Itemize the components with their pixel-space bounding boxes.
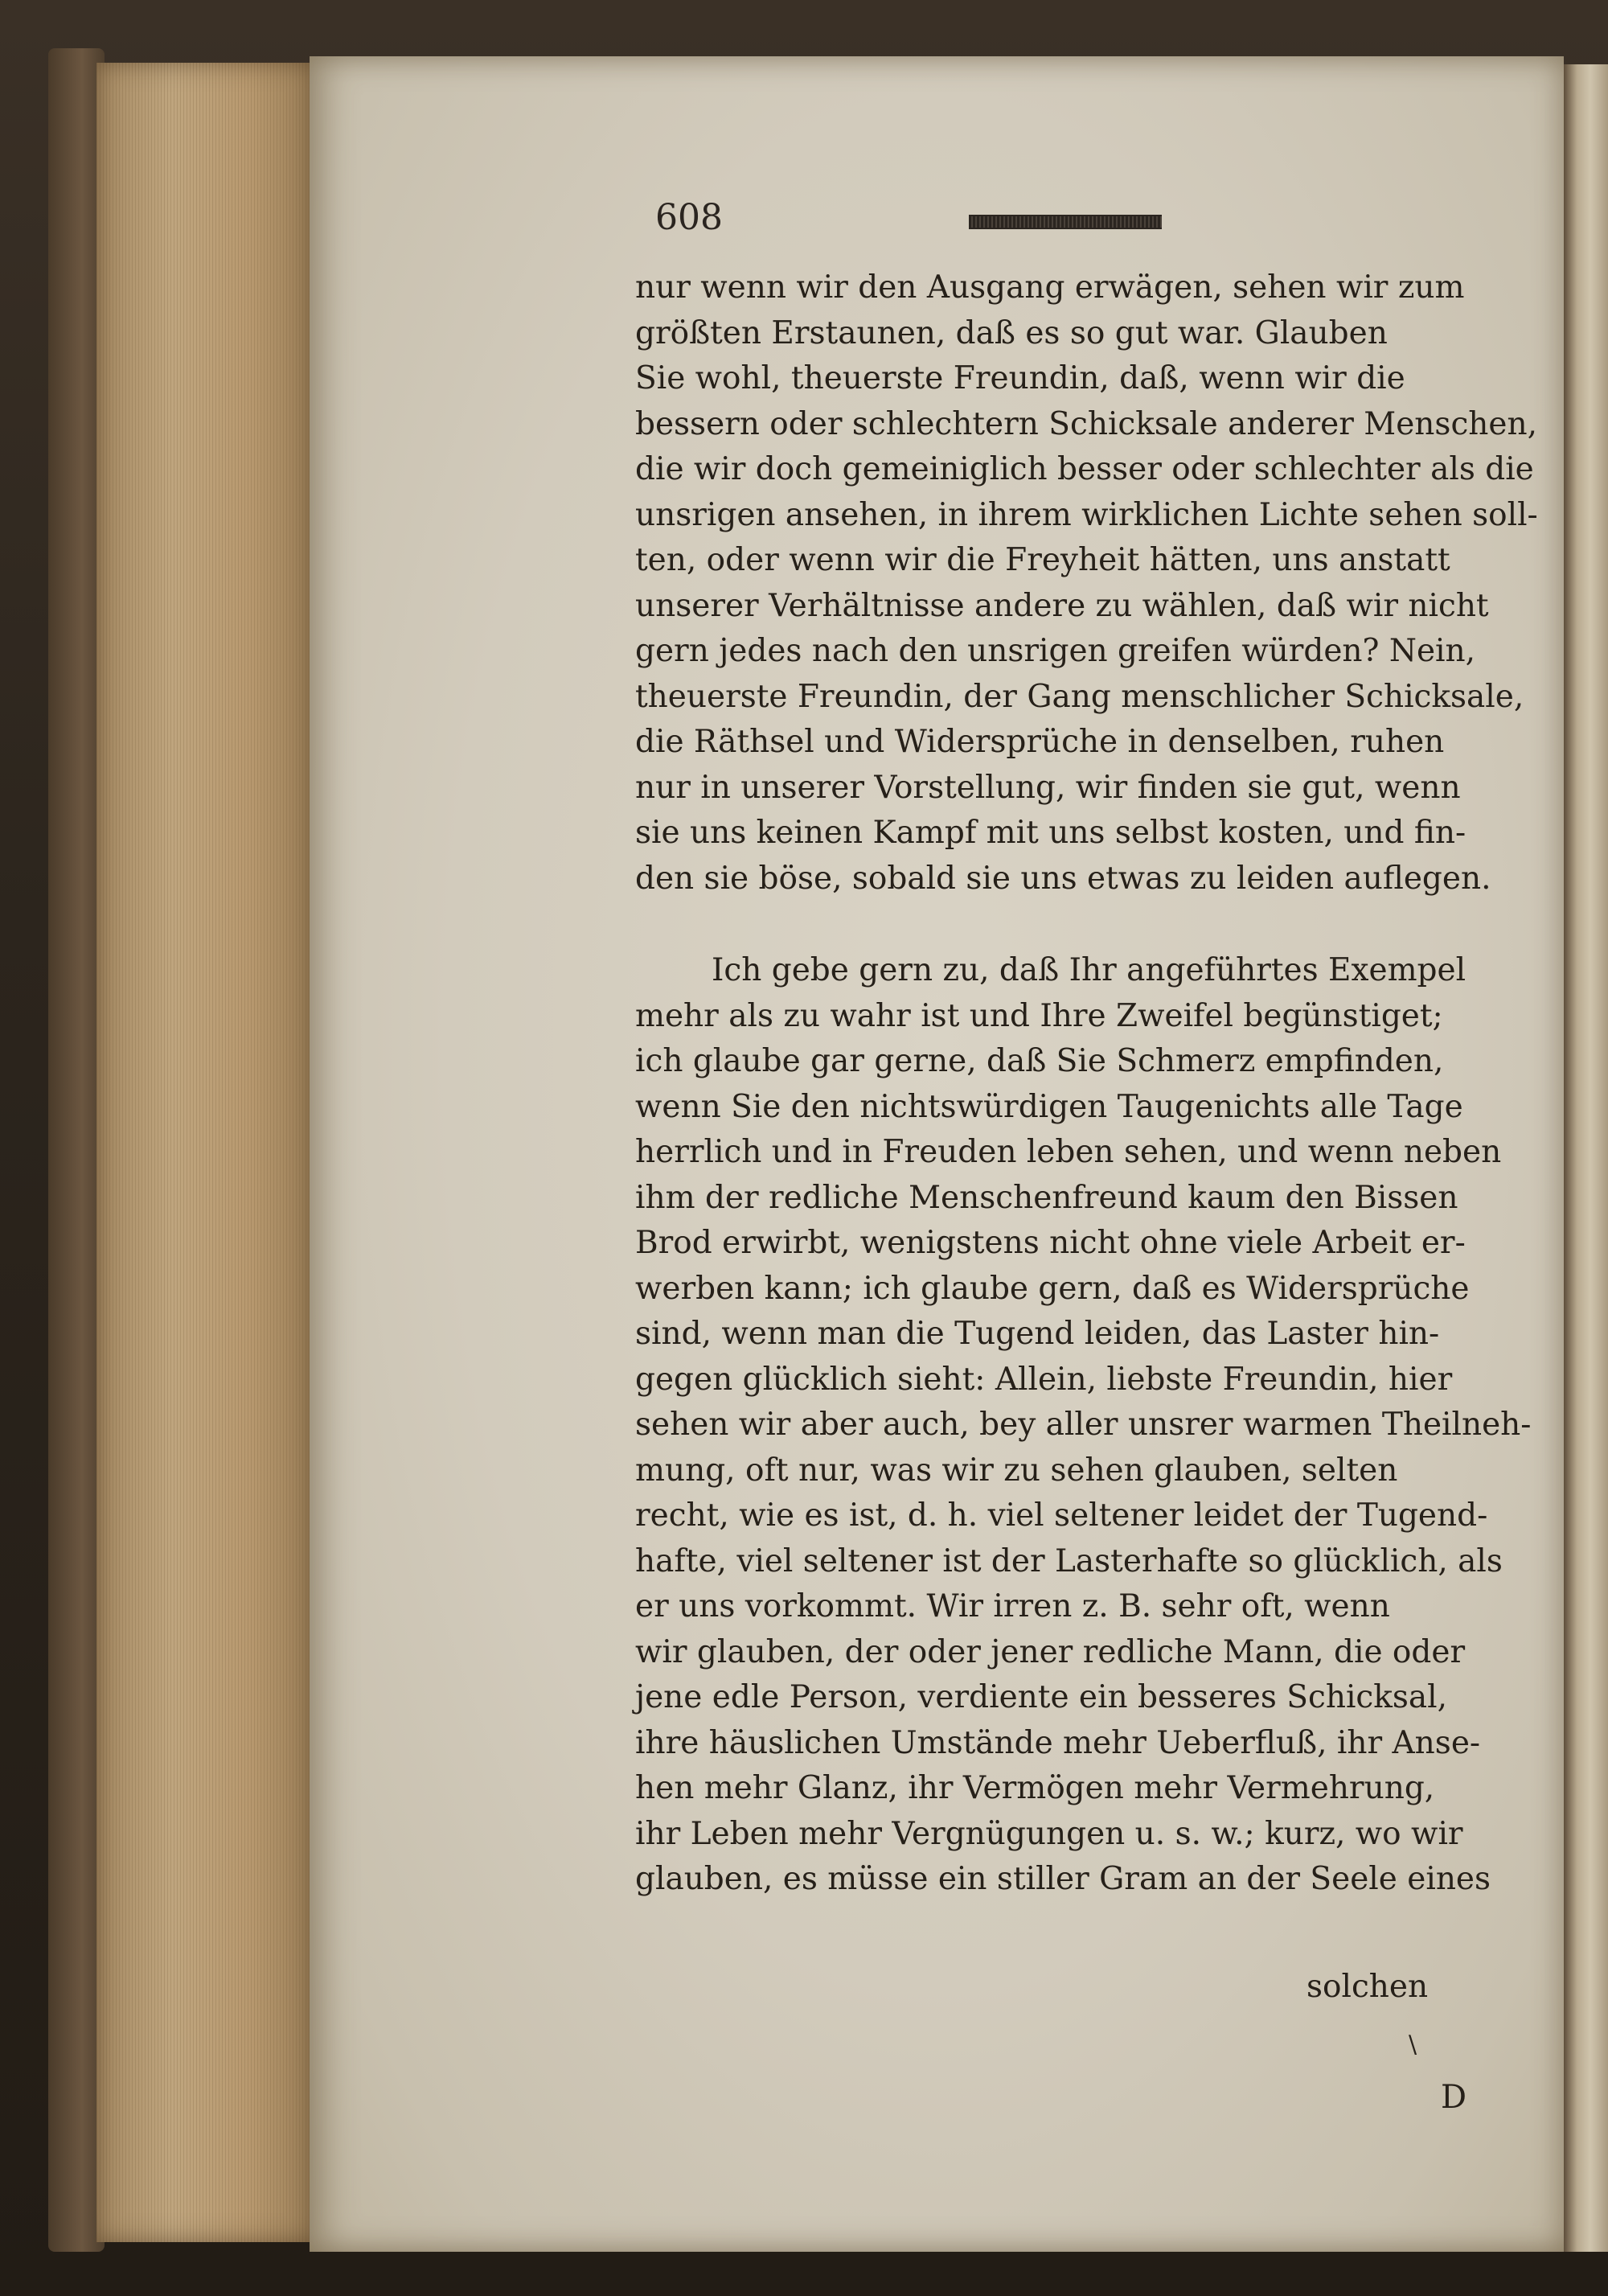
- paragraph-1: [635, 265, 1538, 902]
- text-line: die Räthsel und Widersprüche in denselben, ruhen: [635, 724, 1445, 760]
- text-line: Sie wohl, theuerste Freundin, daß, wenn wir die: [635, 360, 1405, 396]
- text-line: mehr als zu wahr ist und Ihre Zweifel begünstiget;: [635, 997, 1443, 1034]
- text-line: hafte, viel seltener ist der Lasterhafte so glücklich, als: [635, 1542, 1503, 1579]
- ink-mark: \: [1409, 2031, 1417, 2059]
- text-line: hen mehr Glanz, ihr Vermögen mehr Vermehrung,: [635, 1770, 1435, 1806]
- text-line: glauben, es müsse ein stiller Gram an der Seele eines: [635, 1861, 1491, 1897]
- text-line: er uns vorkommt. Wir irren z. B. sehr oft, wenn: [635, 1588, 1390, 1624]
- text-line: werben kann; ich glaube gern, daß es Widersprüche: [635, 1270, 1470, 1307]
- text-line: wenn Sie den nichtswürdigen Taugenichts alle Tage: [635, 1088, 1463, 1125]
- text-line: herrlich und in Freuden leben sehen, und wenn neben: [635, 1134, 1502, 1170]
- text-line: theuerste Freundin, der Gang menschlicher Schicksale,: [635, 678, 1524, 715]
- header-ornament-rule: [969, 215, 1162, 229]
- text-line: ihm der redliche Menschenfreund kaum den Bissen: [635, 1179, 1458, 1216]
- text-line: bessern oder schlechtern Schicksale anderer Menschen,: [635, 405, 1537, 442]
- text-line: gegen glücklich sieht: Allein, liebste Freundin, hier: [635, 1361, 1453, 1398]
- page-header: [655, 197, 1162, 245]
- catchword: solchen: [1306, 1969, 1429, 2005]
- text-line: sehen wir aber auch, bey aller unsrer warmen Theilneh-: [635, 1407, 1532, 1443]
- text-line: jene edle Person, verdiente ein besseres Schicksal,: [635, 1679, 1448, 1715]
- paragraph-spacer: [635, 902, 1407, 948]
- signature-mark: D: [1441, 2079, 1467, 2116]
- text-line: Ich gebe gern zu, daß Ihr angeführtes Exempel: [712, 952, 1466, 988]
- text-line: sie uns keinen Kampf mit uns selbst kosten, und fin-: [635, 815, 1466, 851]
- text-line: Brod erwirbt, wenigstens nicht ohne viele Arbeit er-: [635, 1225, 1466, 1261]
- text-line: den sie böse, sobald sie uns etwas zu leiden auflegen.: [635, 860, 1491, 897]
- body-text: [635, 265, 1538, 1903]
- page-number: 608: [655, 197, 723, 238]
- text-line: die wir doch gemeiniglich besser oder schlechter als die: [635, 451, 1534, 487]
- text-line: nur in unserer Vorstellung, wir finden sie gut, wenn: [635, 769, 1461, 806]
- text-line: recht, wie es ist, d. h. viel seltener leidet der Tugend-: [635, 1497, 1488, 1534]
- text-line: nur wenn wir den Ausgang erwägen, sehen wir zum: [635, 269, 1465, 306]
- text-line: ich glaube gar gerne, daß Sie Schmerz empfinden,: [635, 1043, 1444, 1079]
- text-line: wir glauben, der oder jener redliche Mann, die oder: [635, 1633, 1466, 1670]
- paragraph-2: [635, 948, 1532, 1903]
- text-line: ihr Leben mehr Vergnügungen u. s. w.; kurz, wo wir: [635, 1815, 1463, 1852]
- text-line: größten Erstaunen, daß es so gut war. Glauben: [635, 314, 1388, 351]
- text-line: unsrigen ansehen, in ihrem wirklichen Lichte sehen soll-: [635, 496, 1538, 533]
- page-block-edges: [96, 63, 314, 2242]
- text-line: sind, wenn man die Tugend leiden, das Laster hin-: [635, 1316, 1440, 1352]
- text-line: ten, oder wenn wir die Freyheit hätten, uns anstatt: [635, 542, 1450, 578]
- text-line: ihre häuslichen Umstände mehr Ueberfluß, ihr Anse-: [635, 1724, 1481, 1761]
- facing-page-edge: [1564, 64, 1608, 2252]
- text-line: unserer Verhältnisse andere zu wählen, daß wir nicht: [635, 587, 1489, 624]
- text-line: mung, oft nur, was wir zu sehen glauben, selten: [635, 1452, 1398, 1489]
- text-line: gern jedes nach den unsrigen greifen würden? Nein,: [635, 633, 1476, 669]
